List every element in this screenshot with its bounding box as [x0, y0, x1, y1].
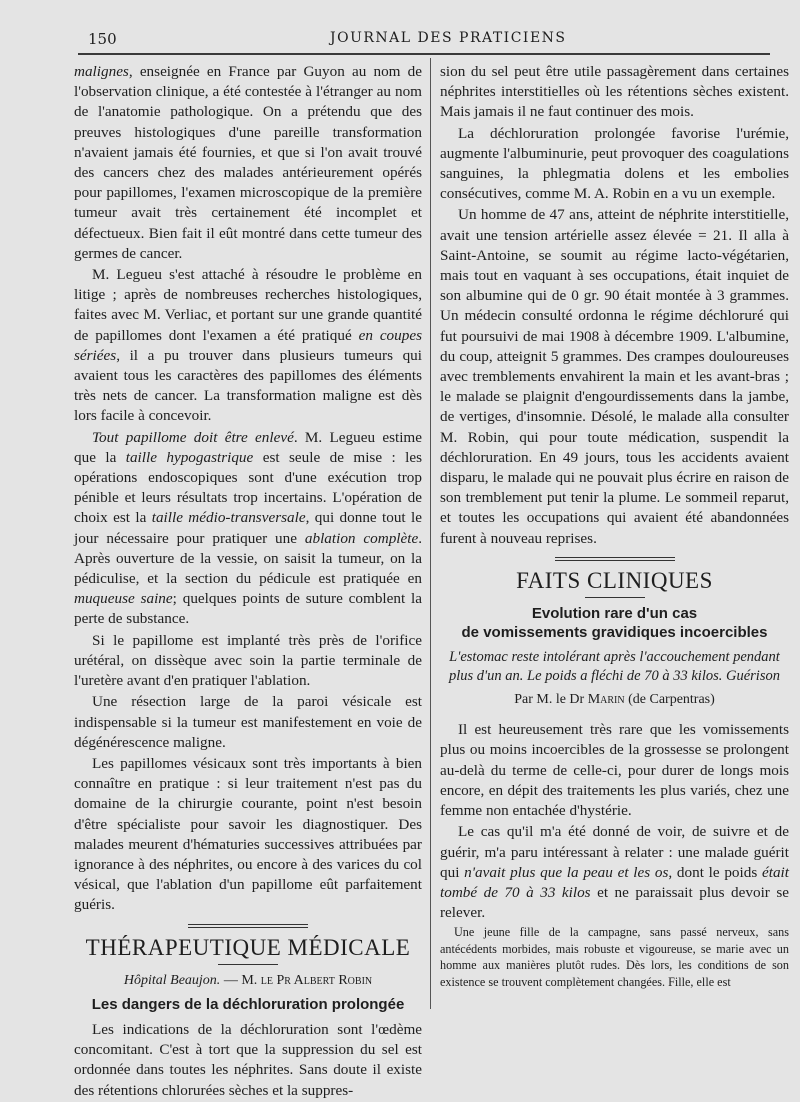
- paragraph: Une jeune fille de la campagne, sans passé nerveux, sans antécédents morbides, mais robuste et vigoureuse, se marie avec un homme aux manières plutôt rudes. Dès lors, les conditions de son existence se trouvent complètement changées. Fille, elle est: [440, 925, 789, 989]
- hospital-line: [74, 971, 422, 991]
- running-title: JOURNAL DES PRATICIENS: [330, 30, 567, 46]
- paragraph: [74, 265, 422, 427]
- title-rule: [218, 964, 278, 965]
- paragraph: sion du sel peut être utile passagèrement dans certaines néphrites interstitielles où les rétentions sèches existent. Mais jamais il ne faut continuer des mois.: [440, 63, 789, 121]
- text: (de Carpentras): [624, 692, 715, 708]
- emphasis: n'avait plus que la peau et les os: [464, 863, 669, 881]
- text: Par M. le Dr: [514, 692, 588, 708]
- text: . Après ouverture de la vessie, on saisit la tumeur, on la pédiculise, et la section du pédicule est pratiquée en: [74, 529, 422, 588]
- section-rule: [555, 557, 675, 561]
- article-author: [440, 690, 789, 710]
- hospital-name: Hôpital Beaujon.: [123, 972, 221, 988]
- title-rule: [585, 597, 645, 598]
- paragraph: Une résection large de la paroi vésicale est indispensable si la tumeur est manifestement en voie de dégénérescence maligne.: [74, 693, 422, 751]
- text: , enseignée en France par Guyon au nom de l'observation clinique, a été contestée à l'étranger au nom de l'anatomie pathologique. On a prétendu que des preuves histologiques d'une pareille transformation n'avaient jamais été fournies, et que si l'on avait trouvé des cancers chez des malades antérieurement opérés pour papillomes, l'examen microscopique de la première tumeur avait très certainement été incomplet et défectueux. Bien fait il eût montré dans cette tumeur des germes de cancer.: [74, 63, 422, 262]
- page-number: 150: [88, 30, 117, 48]
- emphasis: malignes: [74, 63, 129, 80]
- emphasis: muqueuse saine: [74, 590, 173, 608]
- text: , dont le poids: [668, 863, 762, 881]
- paragraph: Il est heureusement très rare que les vomissements plus ou moins incoercibles de la grossesse se prolongent au-delà du terme de celle-ci, pour durer de longs mois encore, en dépit des traitements les plus variés, chez une femme non entachée d'hystérie.: [440, 721, 789, 820]
- section-rule: [188, 924, 308, 928]
- paragraph: [74, 428, 422, 630]
- emphasis: était tombé de 70 à 33 kilos: [440, 863, 789, 901]
- column-divider: [430, 58, 431, 1009]
- article-subtitle: L'estomac reste intolérant après l'accouchement pendant plus d'un an. Le poids a fléchi de 70 à 33 kilos. Guérison: [449, 649, 780, 685]
- author-name: Marin: [587, 692, 625, 708]
- section-title: FAITS CLINIQUES: [516, 567, 713, 593]
- emphasis: taille médio-transversale: [151, 509, 306, 527]
- paragraph: La déchloruration prolongée favorise l'urémie, augmente l'albuminurie, peut provoquer des coagulations sanguines, la phlegmatia dolens et les embolies consécutives, comme M. A. Robin en a vu un exemple.: [440, 124, 789, 203]
- emphasis: Tout papillome doit être enlevé: [92, 428, 294, 446]
- article-title-line: Evolution rare d'un cas: [531, 605, 698, 623]
- paragraph: [440, 822, 789, 923]
- paragraph: [74, 62, 422, 264]
- right-column: [440, 62, 789, 991]
- text: , qui donne tout le jour nécessaire pour pratiquer une: [74, 509, 422, 547]
- text: ; quelques points de suture comblent la perte de substance.: [74, 590, 423, 628]
- case-report: [440, 924, 789, 990]
- article-title: Les dangers de la déchloruration prolongée: [91, 995, 405, 1013]
- emphasis: taille hypogastrique: [125, 448, 254, 466]
- article-title-line: de vomissements gravidiques incoercibles: [461, 624, 768, 642]
- paragraph: Les indications de la déchloruration sont l'œdème concomitant. C'est à tort que la suppression du sel est ordonnée dans toutes les néphrites. Sans doute il existe des rétentions chlorurées sèches et la suppres-: [74, 1020, 422, 1099]
- paragraph: Un homme de 47 ans, atteint de néphrite interstitielle, avait une tension artérielle assez élevée = 21. Il alla à Saint-Antoine, se soumit au régime lacto-végétarien, mais tout en vaquant à ses occupations, était inquiet de son albumine qui de 0 gr. 90 était montée à 3 grammes. Un médecin consulté ordonna le régime déchloruré qui fut poursuivi de mai 1908 à décembre 1909. L'albumine, du coup, atteignit 5 grammes. Des crampes douloureuses avec tremblements envahirent la main et les avant-bras ; le malade se plaignit d'engourdissements dans la jambe, de vertiges, d'insomnie. Désolé, le malade alla consulter M. Robin, qui pour toute médication, suspendit la déchloruration. En 49 jours, tous les accidents avaient disparu, le malade qui ne pouvait plus écrire en raison de son tremblement put tenir la plume. Le sommeil reparut, et toutes les occupations qui avaient été abandonnées furent à nouveau reprises.: [440, 206, 789, 547]
- text: , il a pu trouver dans plusieurs tumeurs qui avaient tous les caractères des papillomes des éléments très nets de cancer. La transformation maligne est dès lors facile à concevoir.: [74, 346, 422, 425]
- text: Le cas qu'il m'a été donné de voir, de suivre et de guérir, m'a paru intéressant à relater : une malade guérit qui: [440, 823, 789, 881]
- emphasis: ablation complète: [304, 529, 419, 547]
- paragraph: Si le papillome est implanté très près de l'orifice urétéral, on dissèque avec soin la partie terminale de l'uretère avant d'en pratiquer l'ablation.: [74, 631, 422, 690]
- section-title: THÉRAPEUTIQUE MÉDICALE: [85, 934, 411, 960]
- emphasis: en coupes sériées: [74, 326, 422, 364]
- article-title: [440, 604, 789, 642]
- text: est seule de mise : les opérations endoscopiques sont d'une exécution trop pénible et leurs résultats trop incertains. L'opération de choix est la: [74, 448, 422, 527]
- left-column: [74, 62, 422, 1102]
- hospital-author: — M. le Pr Albert Robin: [220, 972, 373, 988]
- header-rule: [78, 53, 770, 55]
- paragraph: Les papillomes vésicaux sont très importants à bien connaître en pratique : si leur traitement n'est pas du domaine de la chirurgie courante, point n'est besoin d'être spécialiste pour savoir les diagnostiquer. Des malades meurent d'hématuries successives attribuées par ignorance à des néphrites, ou encore à des varices du col vésical, que l'ablation d'un papillome eût parfaitement guéris.: [74, 754, 422, 914]
- text: M. Legueu s'est attaché à résoudre le problème en litige ; après de nombreuses recherches histologiques, faites avec M. Verliac, et portant sur une grande quantité de papillomes dont l'examen a été pratiqué: [74, 266, 422, 344]
- text: . M. Legueu estime que la: [74, 428, 422, 466]
- text: et ne paraissait plus devoir se relever.: [440, 883, 789, 922]
- page-header: [60, 28, 760, 50]
